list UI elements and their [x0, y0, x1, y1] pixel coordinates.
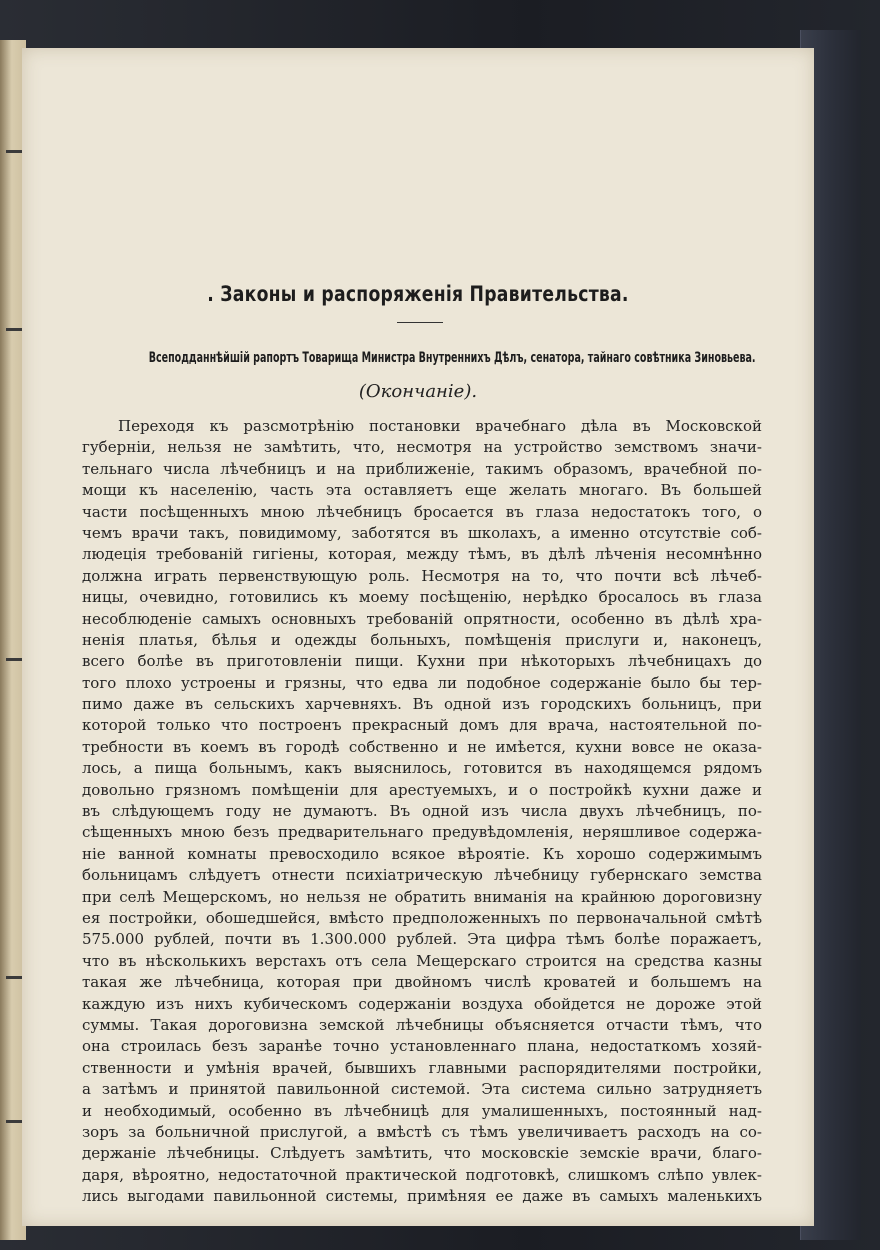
text-line: при селѣ Мещерскомъ, но нельзя не обратить вниманія на крайнюю дороговизну [82, 887, 762, 906]
text-line: пимо даже въ сельскихъ харчевняхъ. Въ одной изъ городскихъ больницъ, при [82, 695, 762, 714]
text-line: тельнаго числа лѣчебницъ и на приближеніе, такимъ образомъ, врачебной по- [82, 459, 762, 478]
text-line: суммы. Такая дороговизна земской лѣчебницы объясняется отчасти тѣмъ, что [82, 1015, 762, 1034]
text-line: что въ нѣсколькихъ верстахъ отъ села Мещерскаго строится на средства казны [82, 951, 762, 970]
text-line: всего болѣе въ приготовленіи пищи. Кухни при нѣкоторыхъ лѣчебницахъ до [82, 652, 762, 671]
text-line: зоръ за больничной прислугой, а вмѣстѣ съ тѣмъ увеличиваетъ расходъ на со- [82, 1122, 762, 1141]
text-line: ненія платья, бѣлья и одежды больныхъ, помѣщенія прислуги и, наконецъ, [82, 630, 762, 649]
section-heading: . Законы и распоряженія Правительства. [207, 282, 629, 306]
text-line: лось, а пища больнымъ, какъ выяснилось, готовится въ находящемся рядомъ [82, 759, 762, 778]
text-line: больницамъ слѣдуетъ отнести психіатрическую лѣчебницу губернскаго земства [82, 866, 762, 885]
text-line: довольно грязномъ помѣщеніи для арестуемыхъ, и о постройкѣ кухни даже и [82, 780, 762, 799]
text-line: въ слѣдующемъ году не думаютъ. Въ одной изъ числа двухъ лѣчебницъ, по- [82, 802, 762, 821]
text-line: она строилась безъ заранѣе точно установленнаго плана, недостаткомъ хозяй- [82, 1037, 762, 1056]
text-line: ственности и умѣнія врачей, бывшихъ главными распорядителями постройки, [82, 1058, 762, 1077]
text-line: которой только что построенъ прекрасный домъ для врача, настоятельной по- [82, 716, 762, 735]
text-line: требности въ коемъ въ городѣ собственно и не имѣется, кухни вовсе не оказа- [82, 737, 762, 756]
text-line: мощи къ населенію, часть эта оставляетъ еще желать многаго. Въ большей [82, 481, 762, 500]
text-line: ніе ванной комнаты превосходило всякое вѣроятіе. Къ хорошо содержимымъ [82, 844, 762, 863]
document-page [22, 48, 814, 1226]
text-line: и необходимый, особенно въ лѣчебницѣ для умалишенныхъ, постоянный над- [82, 1101, 762, 1120]
report-title: Всеподданнѣйшій рапортъ Товарища Министра Внутреннихъ Дѣлъ, сенатора, тайнаго совѣтника Зиновьева. [148, 350, 756, 366]
text-line: Переходя къ разсмотрѣнію постановки врачебнаго дѣла въ Московской [118, 417, 762, 435]
text-line: людеція требованій гигіены, которая, между тѣмъ, въ дѣлѣ лѣченія несомнѣнно [82, 545, 762, 564]
text-line: даря, вѣроятно, недостаточной практической подготовкѣ, слишкомъ слѣпо увлек- [82, 1165, 762, 1184]
text-line: несоблюденіе самыхъ основныхъ требованій опрятности, особенно въ дѣлѣ хра- [82, 609, 762, 628]
text-line: части посѣщенныхъ мною лѣчебницъ бросается въ глаза недостатокъ того, о [82, 502, 762, 521]
text-line: 575.000 рублей, почти въ 1.300.000 рублей. Эта цифра тѣмъ болѣе поражаетъ, [82, 930, 762, 949]
text-line: губерніи, нельзя не замѣтить, что, несмотря на устройство земствомъ значи- [82, 438, 762, 457]
text-line: такая же лѣчебница, которая при двойномъ числѣ кроватей и большемъ на [82, 973, 762, 992]
text-line: держаніе лѣчебницы. Слѣдуетъ замѣтить, что московскіе земскіе врачи, благо- [82, 1144, 762, 1163]
text-line: лись выгодами павильонной системы, примѣняя ее даже въ самыхъ маленькихъ [82, 1187, 762, 1206]
text-line: ницы, очевидно, готовились къ моему посѣщенію, нерѣдко бросалось въ глаза [82, 588, 762, 607]
text-line: того плохо устроены и грязны, что едва ли подобное содержаніе было бы тер- [82, 673, 762, 692]
text-line: сѣщенныхъ мною безъ предварительнаго предувѣдомленія, неряшливое содержа- [82, 823, 762, 842]
continuation-note: (Окончаніе). [358, 381, 478, 402]
heading-rule [397, 322, 443, 323]
body-text [82, 416, 762, 1207]
text-line: ея постройки, обошедшейся, вмѣсто предположенныхъ по первоначальной смѣтѣ [82, 908, 762, 927]
text-line: чемъ врачи такъ, повидимому, заботятся въ школахъ, а именно отсутствіе соб- [82, 523, 762, 542]
text-line: должна играть первенствующую роль. Несмотря на то, что почти всѣ лѣчеб- [82, 566, 762, 585]
text-line: а затѣмъ и принятой павильонной системой. Эта система сильно затрудняетъ [82, 1080, 762, 1099]
text-line: каждую изъ нихъ кубическомъ содержаніи воздуха обойдется не дороже этой [82, 994, 762, 1013]
